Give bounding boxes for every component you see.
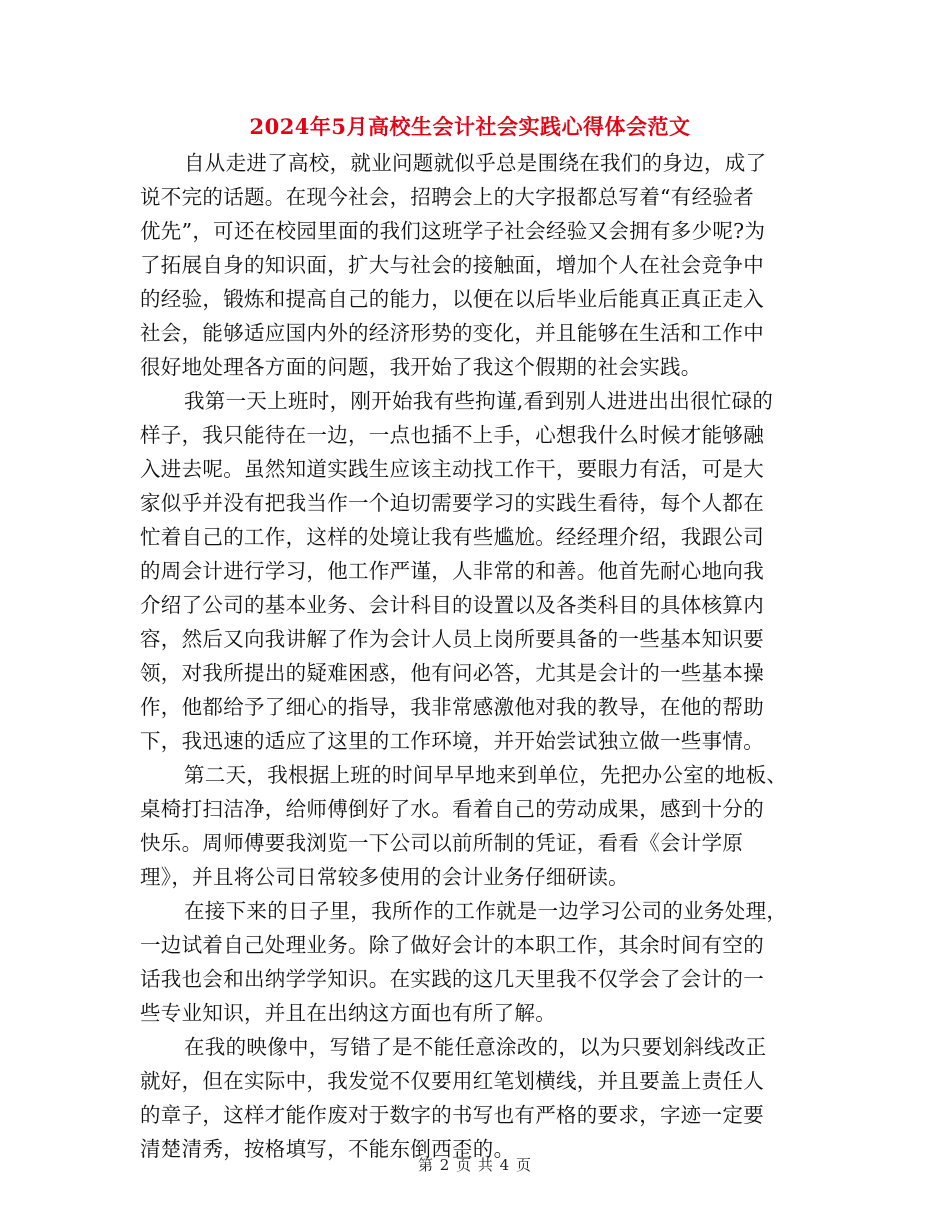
text-line: 在接下来的日子里，我所作的工作就是一边学习公司的业务处理， <box>184 899 788 923</box>
text-line: 话我也会和出纳学学知识。在实践的这几天里我不仅学会了会计的一 <box>140 967 764 991</box>
text-line: 的经验，锻炼和提高自己的能力，以便在以后毕业后能真正真正走入 <box>140 287 764 311</box>
text-line: 理》，并且将公司日常较多使用的会计业务仔细研读。 <box>140 865 629 889</box>
text-line: 快乐。周师傅要我浏览一下公司以前所制的凭证，看看《会计学原 <box>140 831 744 855</box>
text-line: 容，然后又向我讲解了作为会计人员上岗所要具备的一些基本知识要 <box>140 627 764 651</box>
text-line: 家似乎并没有把我当作一个迫切需要学习的实践生看待，每个人都在 <box>140 491 764 515</box>
text-line: 就好，但在实际中，我发觉不仅要用红笔划横线，并且要盖上责任人 <box>140 1069 764 1093</box>
text-line: 自从走进了高校，就业问题就似乎总是围绕在我们的身边，成了 <box>184 151 767 175</box>
page-footer: 第 2 页 共 4 页 <box>418 1156 532 1174</box>
text-line: 清楚清秀，按格填写，不能东倒西歪的。 <box>140 1137 515 1161</box>
text-line: 第二天，我根据上班的时间早早地来到单位，先把办公室的地板、 <box>184 763 788 787</box>
text-line: 社会，能够适应国内外的经济形势的变化，并且能够在生活和工作中 <box>140 321 764 345</box>
text-line: 作，他都给予了细心的指导，我非常感激他对我的教导，在他的帮助 <box>140 695 764 719</box>
text-line: 说不完的话题。在现今社会，招聘会上的大字报都总写着“有经验者 <box>140 185 754 209</box>
text-line: 很好地处理各方面的问题，我开始了我这个假期的社会实践。 <box>140 355 702 379</box>
text-line: 的周会计进行学习，他工作严谨，人非常的和善。他首先耐心地向我 <box>140 559 764 583</box>
document-body <box>140 146 808 1166</box>
text-line: 在我的映像中，写错了是不能任意涂改的，以为只要划斜线改正 <box>184 1035 767 1059</box>
text-line: 桌椅打扫洁净，给师傅倒好了水。看着自己的劳动成果，感到十分的 <box>140 797 764 821</box>
text-line: 忙着自己的工作，这样的处境让我有些尴尬。经经理介绍，我跟公司 <box>140 525 764 549</box>
text-line: 些专业知识，并且在出纳这方面也有所了解。 <box>140 1001 556 1025</box>
text-line: 的章子，这样才能作废对于数字的书写也有严格的要求，字迹一定要 <box>140 1103 764 1127</box>
text-line: 样子，我只能待在一边，一点也插不上手，心想我什么时候才能够融 <box>140 423 764 447</box>
text-line: 优先”，可还在校园里面的我们这班学子社会经验又会拥有多少呢?为 <box>140 219 766 243</box>
text-line: 我第一天上班时，刚开始我有些拘谨,看到别人进进出出很忙碌的 <box>184 389 774 413</box>
text-line: 领，对我所提出的疑难困惑，他有问必答，尤其是会计的一些基本操 <box>140 661 764 685</box>
text-line: 入进去呢。虽然知道实践生应该主动找工作干，要眼力有活，可是大 <box>140 457 764 481</box>
text-line: 下，我迅速的适应了这里的工作环境，并开始尝试独立做一些事情。 <box>140 729 764 753</box>
text-line: 了拓展自身的知识面，扩大与社会的接触面，增加个人在社会竞争中 <box>140 253 764 277</box>
text-line: 介绍了公司的基本业务、会计科目的设置以及各类科目的具体核算内 <box>140 593 764 617</box>
text-line: 一边试着自己处理业务。除了做好会计的本职工作，其余时间有空的 <box>140 933 764 957</box>
document-title: 2024年5月高校生会计社会实践心得体会范文 <box>249 114 691 139</box>
